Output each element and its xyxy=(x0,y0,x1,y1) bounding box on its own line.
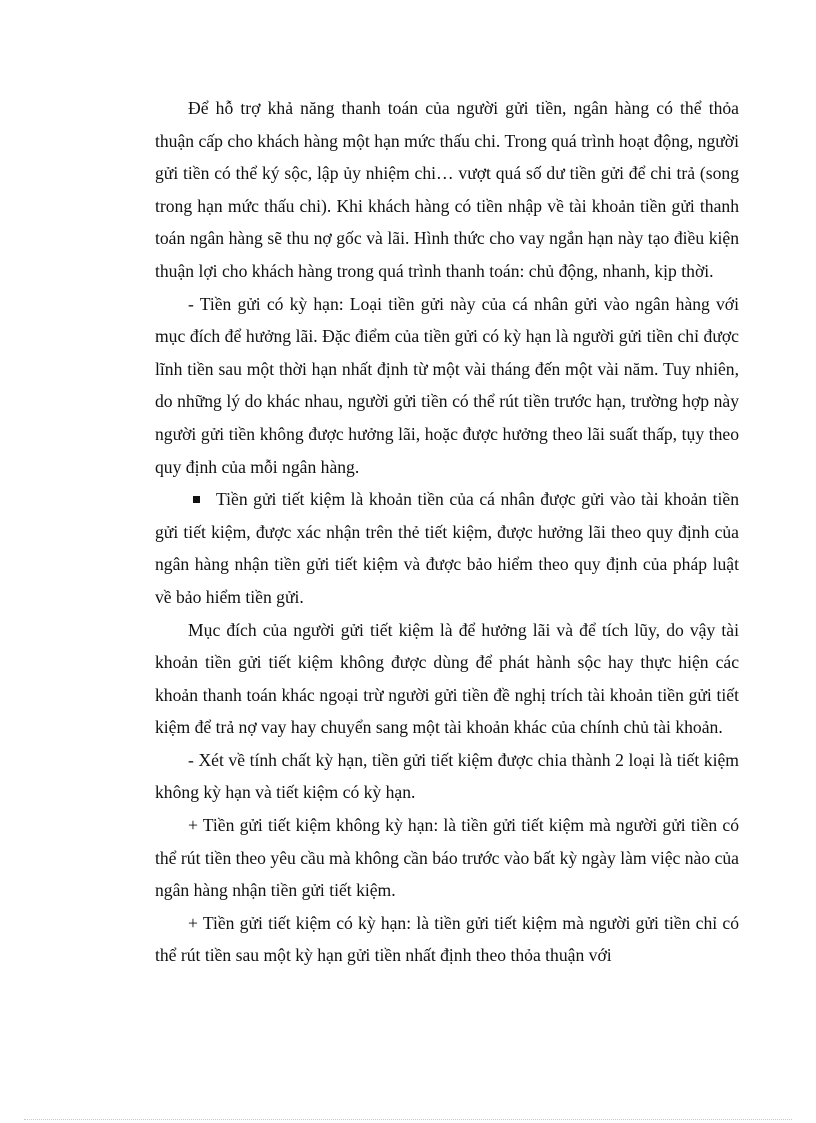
bullet-text: Tiền gửi tiết kiệm là khoản tiền của cá nhân được gửi vào tài khoản tiền gửi tiết kiệm, được xác nhận trên thẻ tiết kiệm, được hưởng lãi theo quy định của ngân hàng nhận tiền gửi tiết kiệm và được bảo hiểm theo quy định của pháp luật về bảo hiểm tiền gửi. xyxy=(155,489,739,607)
page-bottom-divider xyxy=(24,1119,792,1120)
paragraph-savings-definition xyxy=(155,483,739,613)
paragraph-term-deposit: - Tiền gửi có kỳ hạn: Loại tiền gửi này của cá nhân gửi vào ngân hàng với mục đích để hưởng lãi. Đặc điểm của tiền gửi có kỳ hạn là người gửi tiền chỉ được lĩnh tiền sau một thời hạn nhất định từ một vài tháng đến một vài năm. Tuy nhiên, do những lý do khác nhau, người gửi tiền có thể rút tiền trước hạn, trường hợp này người gửi tiền không được hưởng lãi, hoặc được hưởng theo lãi suất thấp, tụy theo quy định của mỗi ngân hàng. xyxy=(155,293,739,477)
paragraph-overdraft: Để hỗ trợ khả năng thanh toán của người gửi tiền, ngân hàng có thể thỏa thuận cấp cho khách hàng một hạn mức thấu chi. Trong quá trình hoạt động, người gửi tiền có thể ký sộc, lập ủy nhiệm chi… vượt quá số dư tiền gửi để chi trả (song trong hạn mức thấu chi). Khi khách hàng có tiền nhập về tài khoản tiền gửi thanh toán ngân hàng sẽ thu nợ gốc và lãi. Hình thức cho vay ngắn hạn này tạo điều kiện thuận lợi cho khách hàng trong quá trình thanh toán: chủ động, nhanh, kịp thời. xyxy=(155,98,739,281)
square-bullet-icon xyxy=(193,496,200,503)
paragraph-term-classification: - Xét về tính chất kỳ hạn, tiền gửi tiết kiệm được chia thành 2 loại là tiết kiệm không kỳ hạn và tiết kiệm có kỳ hạn. xyxy=(155,749,739,803)
paragraph-savings-purpose: Mục đích của người gửi tiết kiệm là để hưởng lãi và để tích lũy, do vậy tài khoản tiền gửi tiết kiệm không được dùng để phát hành sộc hay thực hiện các khoản thanh toán khác ngoại trừ người gửi tiền đề nghị trích tài khoản tiền gửi tiết kiệm để trả nợ vay hay chuyển sang một tài khoản khác của chính chủ tài khoản. xyxy=(155,619,739,738)
paragraph-demand-savings: + Tiền gửi tiết kiệm không kỳ hạn: là tiền gửi tiết kiệm mà người gửi tiền có thể rút tiền theo yêu cầu mà không cần báo trước vào bất kỳ ngày làm việc nào của ngân hàng nhận tiền gửi tiết kiệm. xyxy=(155,815,739,901)
paragraph-term-savings: + Tiền gửi tiết kiệm có kỳ hạn: là tiền gửi tiết kiệm mà người gửi tiền chỉ có thể rút tiền sau một kỳ hạn gửi tiền nhất định theo thỏa thuận với xyxy=(155,912,739,966)
body-text xyxy=(155,92,739,972)
